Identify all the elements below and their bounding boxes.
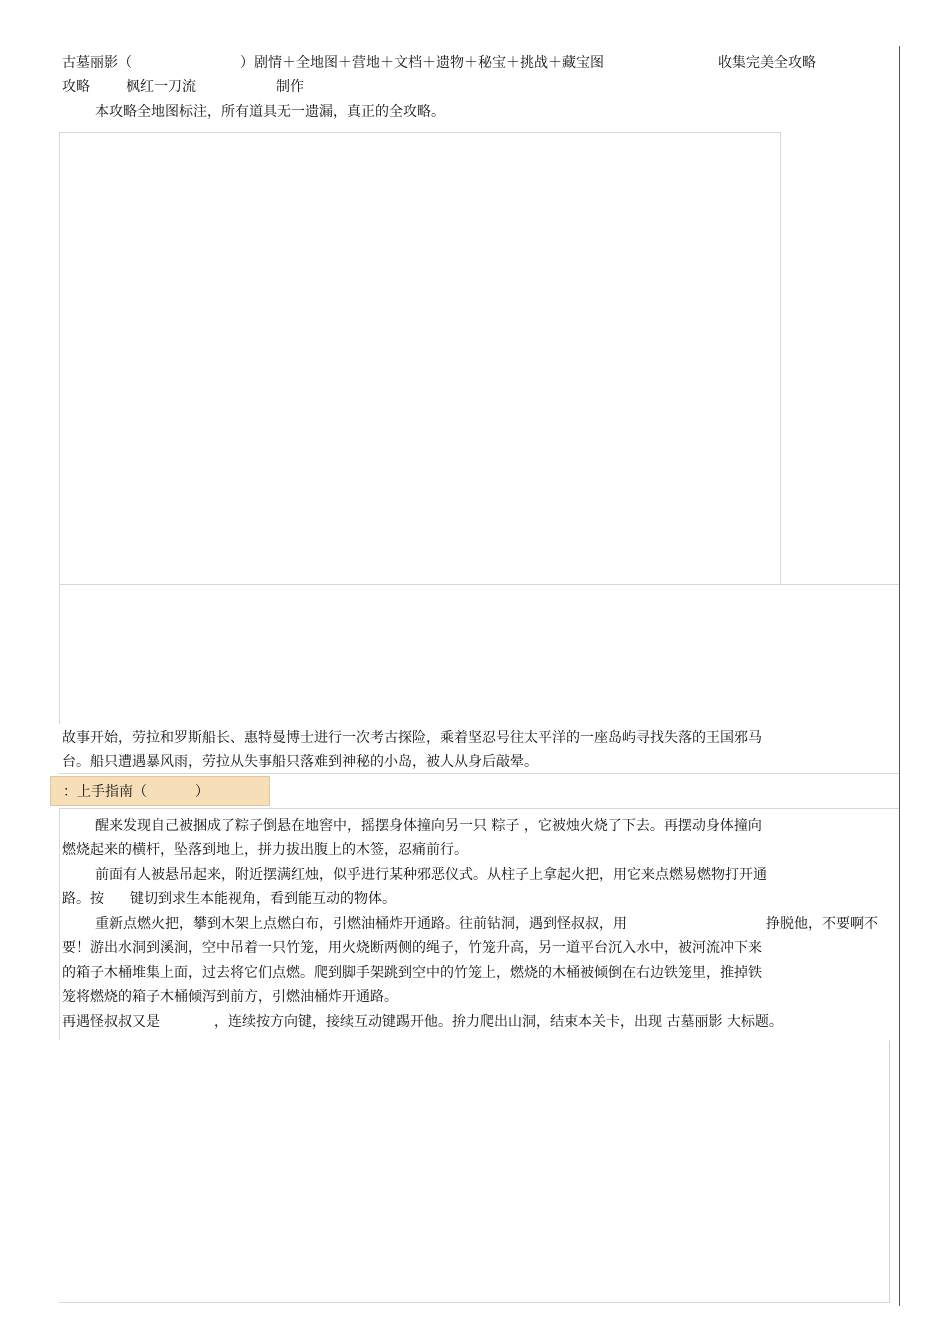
para2-line1: 前面有人被悬吊起来，附近摆满红烛，似乎进行某种邪恶仪式。从柱子上拿起火把，用它来点燃易燃物打开通	[95, 867, 767, 883]
para3-line4: 笼将燃烧的箱子木桶倾泻到前方，引燃油桶炸开通路。	[62, 989, 398, 1005]
para1-line2: 燃烧起来的横杆，坠落到地上，拼力拔出腹上的木签，忍痛前行。	[62, 842, 468, 858]
page-right-rule	[899, 46, 900, 1306]
title-part-3: 收集完美全攻略	[718, 55, 816, 71]
made-by-label: 制作	[276, 79, 304, 95]
guide-section-header	[50, 776, 270, 806]
title-part-1: 古墓丽影（	[62, 55, 132, 71]
body-left-edge	[59, 808, 60, 1040]
guide-top-rule	[59, 773, 899, 774]
story-line-2: 台。船只遭遇暴风雨，劳拉从失事船只落难到神秘的小岛，被人从身后敲晕。	[62, 754, 538, 770]
para3-line2: 要！游出水洞到溪涧，空中吊着一只竹笼，用火烧断两侧的绳子，竹笼升高，另一道平台沉入水中，被河流冲下来	[62, 940, 762, 956]
guide-bottom-rule	[59, 808, 899, 809]
para3-line1a: 重新点燃火把，攀到木架上点燃白布，引燃油桶炸开通路。往前钻洞，遇到怪叔叔，用	[95, 916, 627, 932]
map-image-frame	[59, 132, 781, 585]
para4-b: ，连续按方向键，接续互动键踢开他。拚力爬出山洞，结束本关卡，出现 古墓丽影 大标题。	[214, 1014, 783, 1030]
section-divider	[59, 584, 899, 585]
para2-line2b: 键切到求生本能视角，看到能互动的物体。	[130, 891, 396, 907]
para2-line2a: 路。按	[62, 891, 104, 907]
image-frame-left-edge	[59, 584, 60, 724]
para1-line1: 醒来发现自己被捆成了粽子倒悬在地窖中，摇摆身体撞向另一只 粽子 ，它被烛火烧了下去。再摆动身体撞向	[95, 818, 762, 834]
para3-line1b: 挣脱他，不要啊不	[766, 916, 878, 932]
author-name: 枫红一刀流	[126, 79, 196, 95]
title-part-2: ）剧情＋全地图＋营地＋文档＋遗物＋秘宝＋挑战＋藏宝图	[240, 55, 604, 71]
para3-line3: 的箱子木桶堆集上面，过去将它们点燃。爬到脚手架跳到空中的竹笼上，燃烧的木桶被倾倒在右边铁笼里，推掉铁	[62, 965, 762, 981]
lower-image-frame	[59, 1040, 890, 1303]
intro-text: 本攻略全地图标注，所有道具无一遗漏，真正的全攻略。	[95, 104, 445, 120]
lower-image-right-edge	[889, 1044, 890, 1302]
story-line-1: 故事开始，劳拉和罗斯船长、惠特曼博士进行一次考古探险，乘着坚忍号往太平洋的一座岛屿寻找失落的王国邪马	[62, 730, 762, 746]
subtitle-guide: 攻略	[62, 79, 90, 95]
guide-label: ：上手指南（	[63, 784, 147, 800]
para4-a: 再遇怪叔叔又是	[62, 1014, 160, 1030]
guide-label-close: ）	[195, 784, 209, 800]
